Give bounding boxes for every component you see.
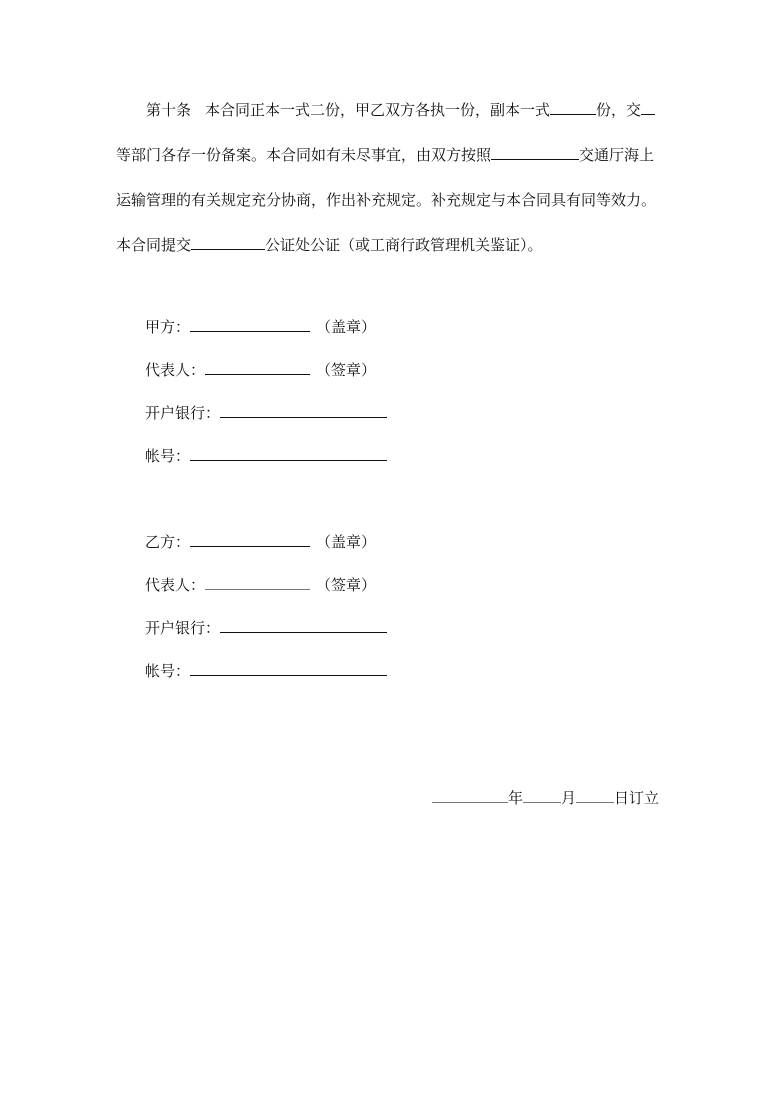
sign-note: （签章） (316, 576, 377, 594)
party-a-account-field[interactable] (190, 446, 387, 461)
clause-number: 第十条 (146, 101, 192, 119)
rep-label: 代表人： (145, 576, 206, 594)
account-label: 帐号： (145, 662, 191, 680)
clause-line-3 (116, 178, 664, 223)
bank-label: 开户银行： (145, 404, 221, 422)
party-b-bank-field[interactable] (220, 618, 387, 633)
party-b-name-row (145, 531, 376, 552)
party-b-name-field[interactable] (190, 532, 310, 547)
party-a-account-row (145, 445, 387, 466)
party-a-rep-field[interactable] (205, 360, 310, 375)
party-a-bank-field[interactable] (220, 403, 387, 418)
clause-line-1 (116, 88, 664, 133)
clause-line-2 (116, 133, 664, 178)
party-a-label: 甲方： (145, 318, 191, 336)
party-b-bank-row (145, 617, 387, 638)
day-field[interactable] (576, 788, 614, 803)
party-a-name-row (145, 316, 376, 337)
seal-note: （盖章） (316, 318, 377, 336)
party-a-name-field[interactable] (190, 317, 310, 332)
clause-text: 公证处公证（或工商行政管理机关鉴证）。 (265, 236, 543, 254)
bank-label: 开户银行： (145, 619, 221, 637)
party-b-account-row (145, 660, 387, 681)
month-field[interactable] (523, 788, 561, 803)
clause-text: 等部门各存一份备案。本合同如有未尽事宜，由双方按照 (116, 146, 492, 164)
recipient-blank[interactable] (641, 99, 655, 115)
party-b-rep-row (145, 574, 376, 595)
clause-text: 运输管理的有关规定充分协商，作出补充规定。补充规定与本合同具有同等效力。 (116, 191, 657, 209)
signing-date (432, 787, 659, 808)
party-b-label: 乙方： (145, 533, 191, 551)
clause-text: 份，交 (596, 101, 642, 119)
month-label: 月 (561, 789, 577, 807)
party-a-rep-row (145, 359, 376, 380)
account-label: 帐号： (145, 447, 191, 465)
year-label: 年 (508, 789, 524, 807)
party-b-account-field[interactable] (190, 661, 387, 676)
clause-line-4 (116, 223, 664, 268)
day-signed-label: 日订立 (614, 789, 660, 807)
party-b-rep-field[interactable] (205, 575, 310, 590)
year-field[interactable] (432, 788, 508, 803)
notary-blank[interactable] (191, 234, 265, 250)
copies-blank[interactable] (550, 99, 596, 115)
clause-text: 交通厅海上 (579, 146, 655, 164)
clause-ten (116, 88, 664, 268)
rep-label: 代表人： (145, 361, 206, 379)
clause-text: 本合同正本一式二份，甲乙双方各执一份，副本一式 (205, 101, 551, 119)
seal-note: （盖章） (316, 533, 377, 551)
basis-blank[interactable] (491, 144, 579, 160)
clause-text: 本合同提交 (116, 236, 192, 254)
sign-note: （签章） (316, 361, 377, 379)
party-a-bank-row (145, 402, 387, 423)
